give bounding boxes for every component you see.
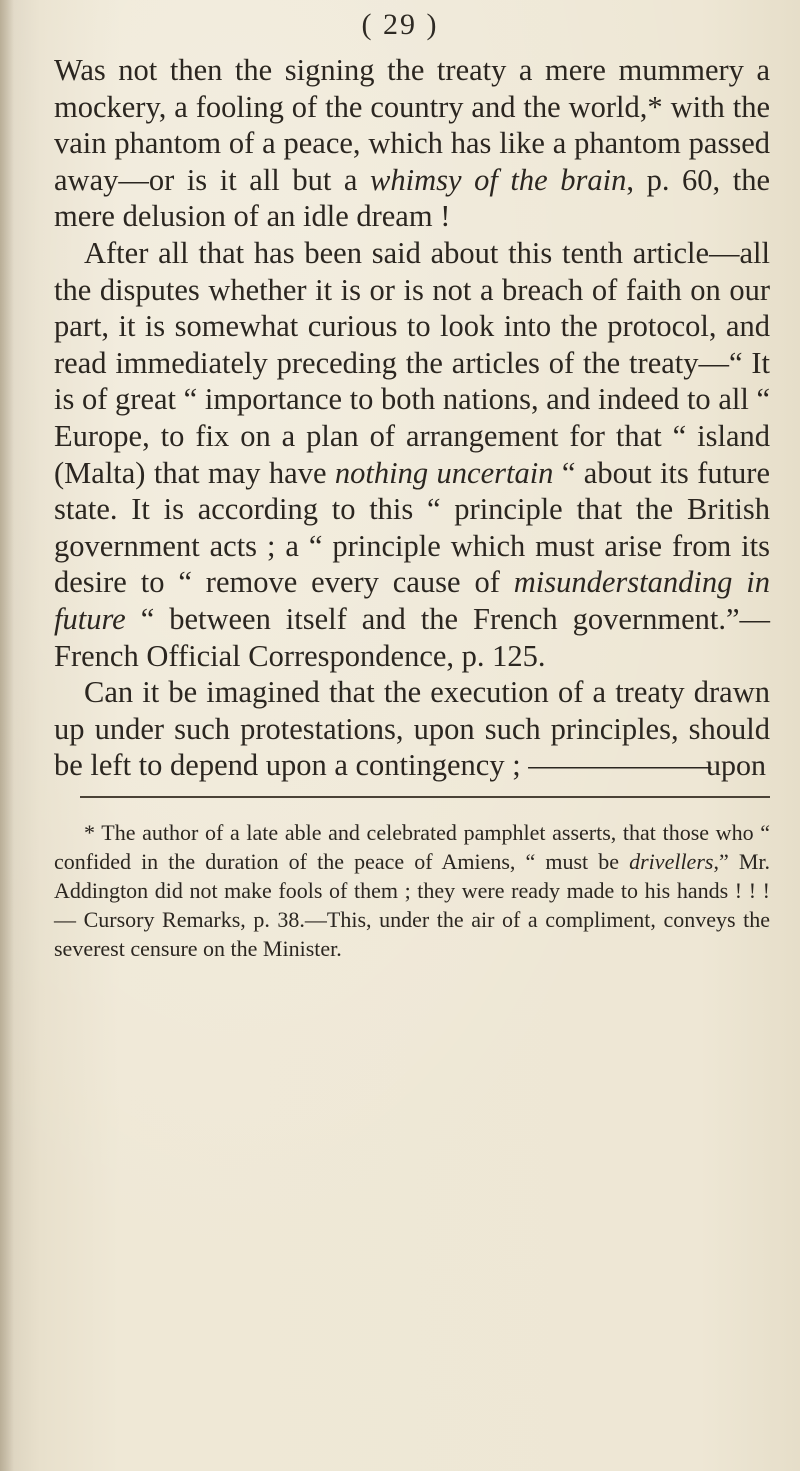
paragraph-3: Can it be imagined that the execution of a treaty drawn up under such protestations, upon such principles, should be left to depend upon a contingency ; —————— — [54, 675, 770, 783]
paragraph-1 — [54, 52, 770, 235]
paragraph-2-italic-1: nothing uncertain — [334, 455, 554, 490]
page-number: ( 29 ) — [361, 8, 439, 41]
paragraph-2-italic-2: misunderstanding in future — [54, 565, 770, 636]
paragraph-1-italic: whimsy of the brain — [370, 162, 627, 197]
main-text — [54, 52, 770, 784]
footnote-text-a: * The author of a late able and celebrated pamphlet asserts, that those who “ confided in the duration of the peace of Amiens, “ must be — [54, 820, 770, 874]
paragraph-2-text-a: After all that has been said about this tenth article—all the disputes whether it is or is not a breach of faith on our part, it is somewhat curious to look into the protocol, and read immediately preceding the articles of the treaty—“ It is of great “ importance to both nations, and indeed to all “ Europe, to fix on a plan of arrangement for that “ island (Malta) that may have — [54, 235, 770, 490]
paragraph-2 — [54, 235, 770, 674]
paragraph-2-text-b: “ about its future state. It is according to this “ principle that the British government acts ; a “ principle which must arise from its desire to “ remove every cause of — [54, 455, 770, 600]
footnote-italic: drivellers — [629, 849, 714, 874]
footnote — [54, 818, 770, 963]
footnote-paragraph — [54, 818, 770, 963]
catchword: upon — [706, 749, 766, 782]
footnote-rule — [80, 796, 770, 798]
paragraph-2-text-c: “ between itself and the French government.”— French Official Correspondence, p. 125. — [54, 601, 770, 673]
footnote-text-b: ,” Mr. Addington did not make fools of them ; they were ready made to his hands ! ! ! — Cursory Remarks, p. 38.—This, under the air of a compliment, conveys the severest censure on the Minister. — [54, 849, 770, 961]
binding-gutter-shadow — [0, 0, 14, 1471]
paragraph-1-text-a: Was not then the signing the treaty a mere mummery a mockery, a fooling of the country and the world,* with the vain phantom of a peace, which has like a phantom passed away—or is it all but a — [54, 53, 770, 197]
paragraph-1-text-b: , p. 60, the mere delusion of an idle dream ! — [54, 162, 770, 234]
